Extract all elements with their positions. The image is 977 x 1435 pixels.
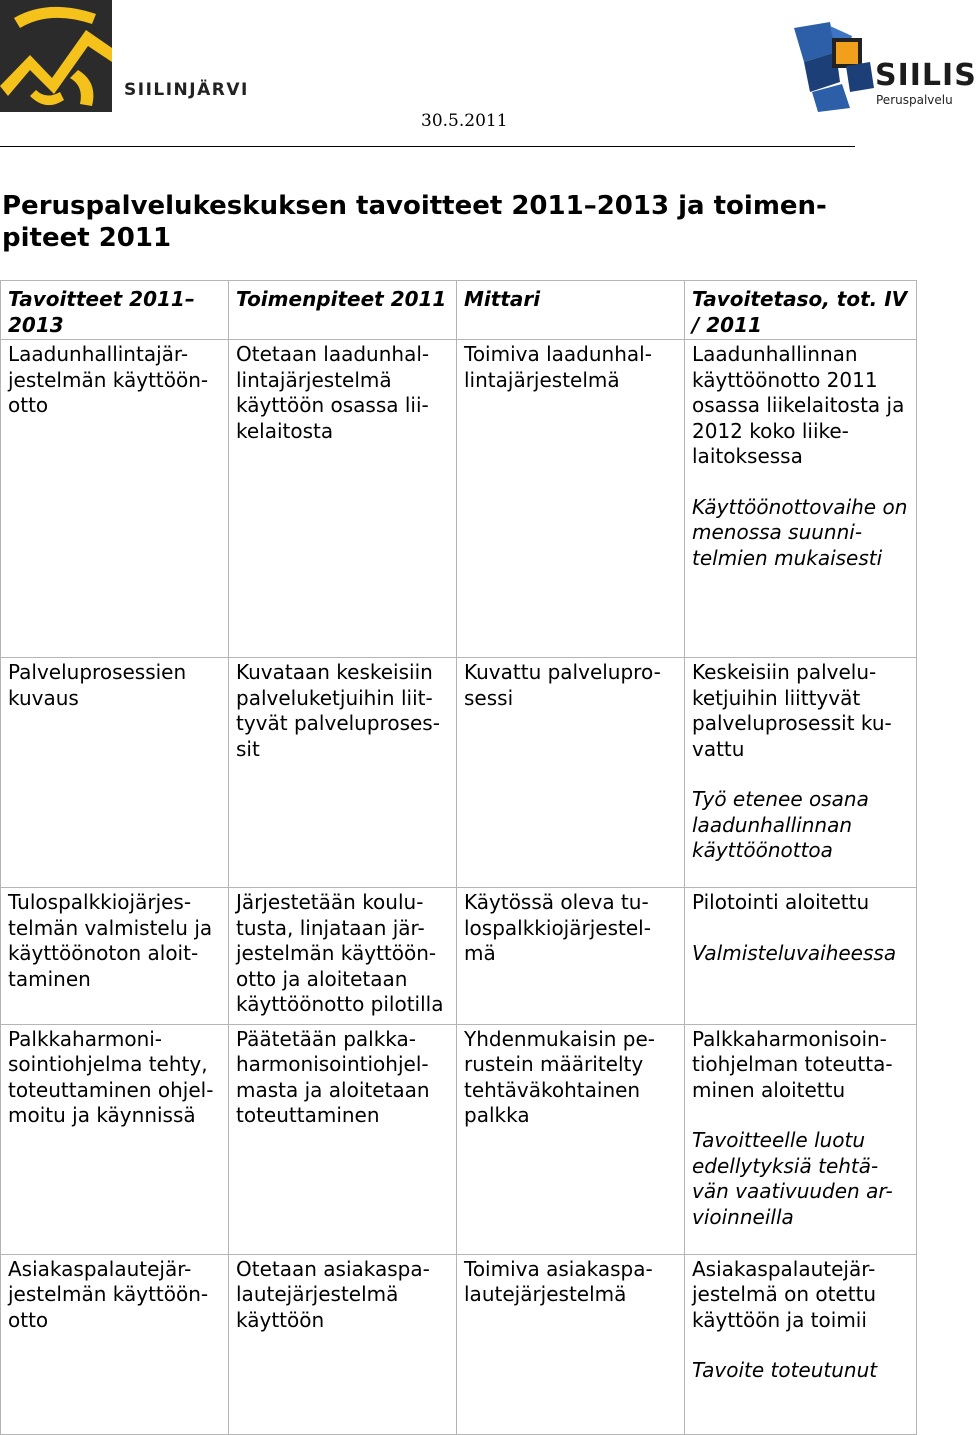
status-note: Työ etenee osana laadunhallinnan käyttöönottoa [692,787,869,862]
table-row [1,340,917,658]
cell-target [685,1254,917,1434]
table-row [1,1024,917,1254]
status-note: Valmisteluvaiheessa [692,940,897,965]
siilis-logo-text: SIILIS [875,58,977,93]
document-title-line-1: Peruspalvelukeskuksen tavoitteet 2011–2013 ja toimen- [2,191,827,221]
siilinjarvi-logo-text: SIILINJÄRVI [124,80,249,100]
cell-goal: Tulospalkkiojärjes-telmän valmistelu ja käyttöönoton aloit-taminen [1,888,229,1025]
cell-metric: Toimiva asiakaspa-lautejärjestelmä [457,1254,685,1434]
status-note: Käyttöönottovaihe on menossa suunni-telmien mukaisesti [692,494,908,570]
cell-goal: Palkkaharmoni-sointiohjelma tehty, toteuttaminen ohjel-moitu ja käynnissä [1,1024,229,1254]
document-title [2,190,902,254]
target-text: Keskeisiin palvelu-ketjuihin liittyvät palveluprosessit ku-vattu [692,660,892,761]
cell-action: Järjestetään koulu-tusta, linjataan jär-jestelmän käyttöön-otto ja aloitetaan käyttöönotto pilotilla [229,888,457,1025]
cell-metric: Yhdenmukaisin pe-rustein määritelty tehtäväkohtainen palkka [457,1024,685,1254]
target-text: Laadunhallinnan käyttöönotto 2011 osassa liikelaitosta ja 2012 koko liike-laitoksessa [692,342,905,468]
header-actions: Toimenpiteet 2011 [229,281,457,340]
table-header-row [1,281,917,340]
table-row [1,658,917,888]
table-row [1,1254,917,1434]
cell-action: Kuvataan keskeisiin palveluketjuihin liit-tyvät palveluproses-sit [229,658,457,888]
target-text: Asiakaspalautejär-jestelmä on otettu käyttöön ja toimii [692,1256,877,1332]
header-target-level: Tavoitetaso, tot. IV / 2011 [685,281,917,340]
siilis-logo-subtext: Peruspalvelu [876,93,953,107]
cell-goal: Laadunhallintajär-jestelmän käyttöön-otto [1,340,229,658]
target-text: Palkkaharmonisoin-tiohjelman toteutta-minen aloitettu [692,1026,893,1102]
document-title-line-2: piteet 2011 [2,223,172,253]
document-date: 30.5.2011 [421,111,508,131]
header-metric: Mittari [457,281,685,340]
status-note: Tavoitteelle luotu edellytyksiä tehtä-vän vaativuuden ar-vioinneilla [692,1128,893,1229]
table-row [1,888,917,1025]
header-divider [0,146,855,147]
siilinjarvi-emblem-icon [0,0,112,112]
header-goals: Tavoitteet 2011–2013 [1,281,229,340]
cell-target [685,888,917,1025]
target-text: Pilotointi aloitettu [692,890,870,914]
cell-action: Otetaan asiakaspa-lautejärjestelmä käyttöön [229,1254,457,1434]
cell-action: Otetaan laadunhal-lintajärjestelmä käyttöön osassa lii-kelaitosta [229,340,457,658]
cell-target [685,340,917,658]
goals-table [0,280,917,1435]
cell-action: Päätetään palkka-harmonisointiohjel-masta ja aloitetaan toteuttaminen [229,1024,457,1254]
cell-metric: Käytössä oleva tu-lospalkkiojärjestel-mä [457,888,685,1025]
cell-goal: Asiakaspalautejär-jestelmän käyttöön-otto [1,1254,229,1434]
status-note: Tavoite toteutunut [692,1358,878,1382]
cell-target [685,658,917,888]
cell-metric: Toimiva laadunhal-lintajärjestelmä [457,340,685,658]
cell-target [685,1024,917,1254]
cell-goal: Palveluprosessien kuvaus [1,658,229,888]
cell-metric: Kuvattu palvelupro-sessi [457,658,685,888]
